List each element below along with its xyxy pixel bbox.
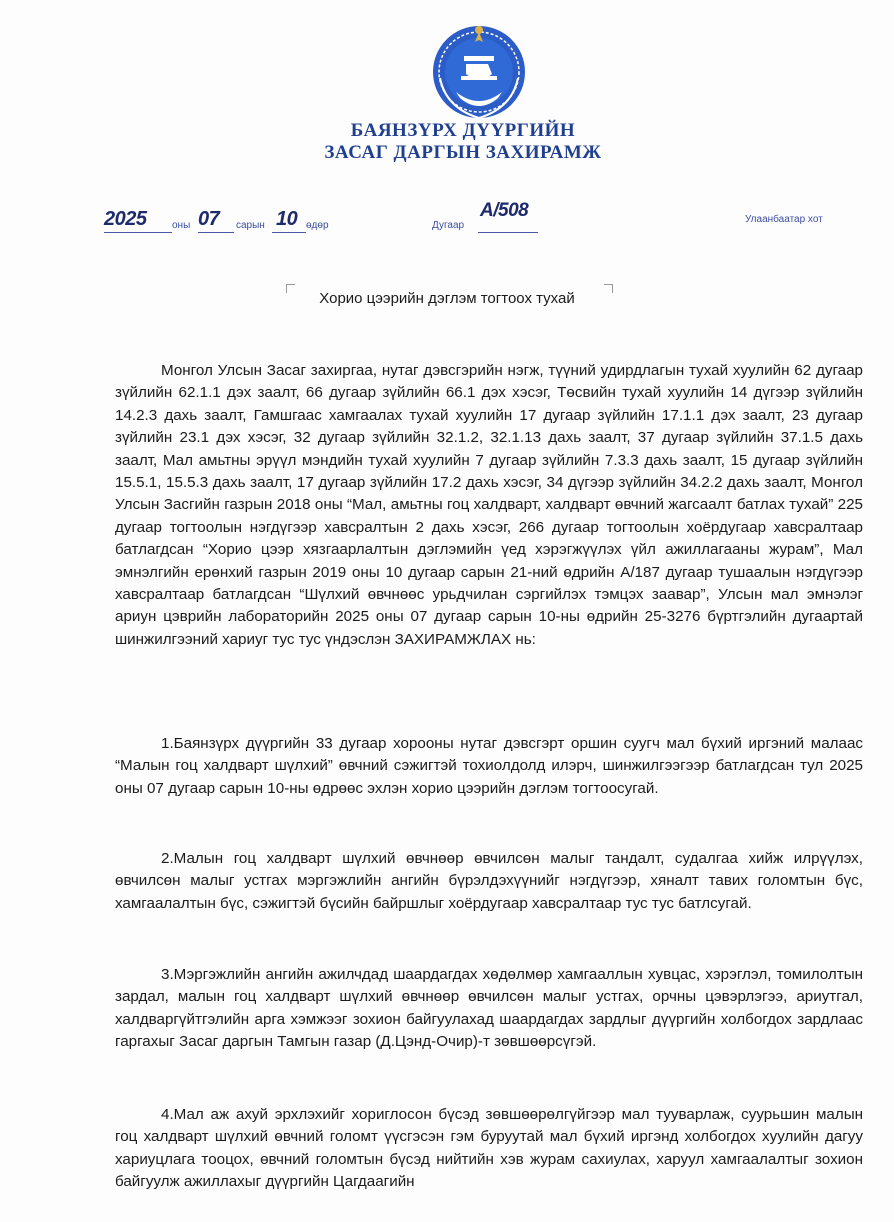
year-underline xyxy=(104,232,172,233)
clause-4: 4.Мал аж ахуй эрхлэхийг хориглосон бүсэд зөвшөөрөлгүйгээр мал тууварлаж, суурьшин малын гоц халдварт шүлхий өвчний голомт үүсгэсэн гэм буруутай мал бүхий иргэнд холбогдох хуулийн дагуу хариуцлага тооцох, өвчний голомтын бүсэд нийтийн хэв журам сахиулах, харуул хамгаалалтыг зохион байгуулж ажиллахыг дүүргийн Цагдаагийн xyxy=(115,1106,863,1191)
document-city: Улаанбаатар хот xyxy=(745,214,823,225)
mongolia-state-emblem-icon xyxy=(426,18,532,124)
document-number-label: Дугаар xyxy=(432,220,465,231)
month-underline xyxy=(198,232,234,233)
date-year: 2025 xyxy=(104,208,147,230)
org-name-line1: БАЯНЗҮРХ ДҮҮРГИЙН xyxy=(350,120,576,141)
date-day: 10 xyxy=(276,208,298,230)
document-subject: Хорио цээрийн дэглэм тогтоох тухай xyxy=(319,290,575,307)
day-underline xyxy=(272,232,306,233)
number-underline xyxy=(478,232,538,233)
org-name-line2: ЗАСАГ ДАРГЫН ЗАХИРАМЖ xyxy=(324,142,602,163)
clause-2: 2.Малын гоц халдварт шүлхий өвчнөөр өвчилсөн малыг тандалт, судалгаа хийж илрүүлэх, өвчилсөн малыг устгах мэргэжлийн ангийн бүрэлдэхүүнийг нэгдүгээр, хяналт тавих голомтын бүс, хамгаалалтын бүс, сэжигтэй бүсийн байршлыг хоёрдугаар хавсралтаар тус тус батлсугай. xyxy=(115,850,863,912)
clause-1: 1.Баянзүрх дүүргийн 33 дугаар хорооны нутаг дэвсгэрт оршин суугч мал бүхий иргэний малаас “Малын гоц халдварт шүлхий” өвчний сэжигтэй тохиолдолд илэрч, шинжилгээгээр батлагдсан тул 2025 оны 07 дугаар сарын 10-ны өдрөөс эхлэн хорио цээрийн дэглэм тогтоосугай. xyxy=(115,735,863,797)
date-day-label: өдөр xyxy=(306,220,329,231)
preamble-paragraph: Монгол Улсын Засаг захиргаа, нутаг дэвсгэрийн нэгж, түүний удирдлагын тухай хуулийн 62 дугаар зүйлийн 62.1.1 дэх заалт, 66 дугаар зүйлийн 66.1 дэх хэсэг, Төсвийн тухай хуулийн 14 дүгээр зүйлийн 14.2.3 дахь заалт, Гамшгаас хамгаалах тухай хуулийн 17 дугаар зүйлийн 17.1.1 дэх заалт, 23 дугаар зүйлийн 23.1 дэх хэсэг, 32 дугаар зүйлийн 32.1.2, 32.1.13 дахь заалт, 37 дугаар зүйлийн 37.1.5 дахь заалт, Мал амьтны эрүүл мэндийн тухай хуулийн 7 дугаар зүйлийн 7.3.3 дахь заалт, 15 дугаар зүйлийн 15.5.1, 15.5.3 дахь заалт, 17 дугаар зүйлийн 17.2 дахь хэсэг, 34 дүгээр зүйлийн 34.2.2 дахь заалт, Монгол Улсын Засгийн газрын 2018 оны “Мал, амьтны гоц халдварт, халдварт өвчний жагсаалт батлах тухай” 225 дугаар тогтоолын нэгдүгээр хавсралтын 2 дахь хэсэг, 266 дугаар тогтоолын хоёрдугаар хавсралтаар батлагдсан “Хорио цээр хязгаарлалтын дэглэмийн үед хэрэгжүүлэх үйл ажиллагааны журам”, Мал эмнэлгийн ерөнхий газрын 2019 оны 10 дугаар сарын 21-ний өдрийн А/187 дугаар тушаалын нэгдүгээр хавсралтаар батлагдсан “Шүлхий өвчнөөс урьдчилан сэргийлэх тэмцэх заавар”, Улсын мал эмнэлэг ариун цэврийн лабораторийн 2025 оны 07 дугаар сарын 10-ны өдрийн 25-3276 бүртгэлийн дугаартай шинжилгээний хариуг тус тус үндэслэн ЗАХИРАМЖЛАХ нь: xyxy=(115,362,863,648)
date-month-label: сарын xyxy=(236,220,265,231)
document-number: А/508 xyxy=(480,200,529,221)
date-year-label: оны xyxy=(172,220,191,231)
clause-3: 3.Мэргэжлийн ангийн ажилчдад шаардагдах хөдөлмөр хамгааллын хувцас, хэрэглэл, томилолтын зардал, малын гоц халдварт шүлхий өвчнөөр өвчилсөн малыг устгах, орчны цэвэрлэгээ, ариутгал, халдваргүйтгэлийн арга хэмжээг зохион байгуулахад шаардагдах зардлыг дүүргийн холбогдох зардлаас гаргахыг Засаг даргын Тамгын газар (Д.Цэнд-Очир)-т зөвшөөрсүгэй. xyxy=(115,966,863,1051)
date-month: 07 xyxy=(198,208,220,230)
